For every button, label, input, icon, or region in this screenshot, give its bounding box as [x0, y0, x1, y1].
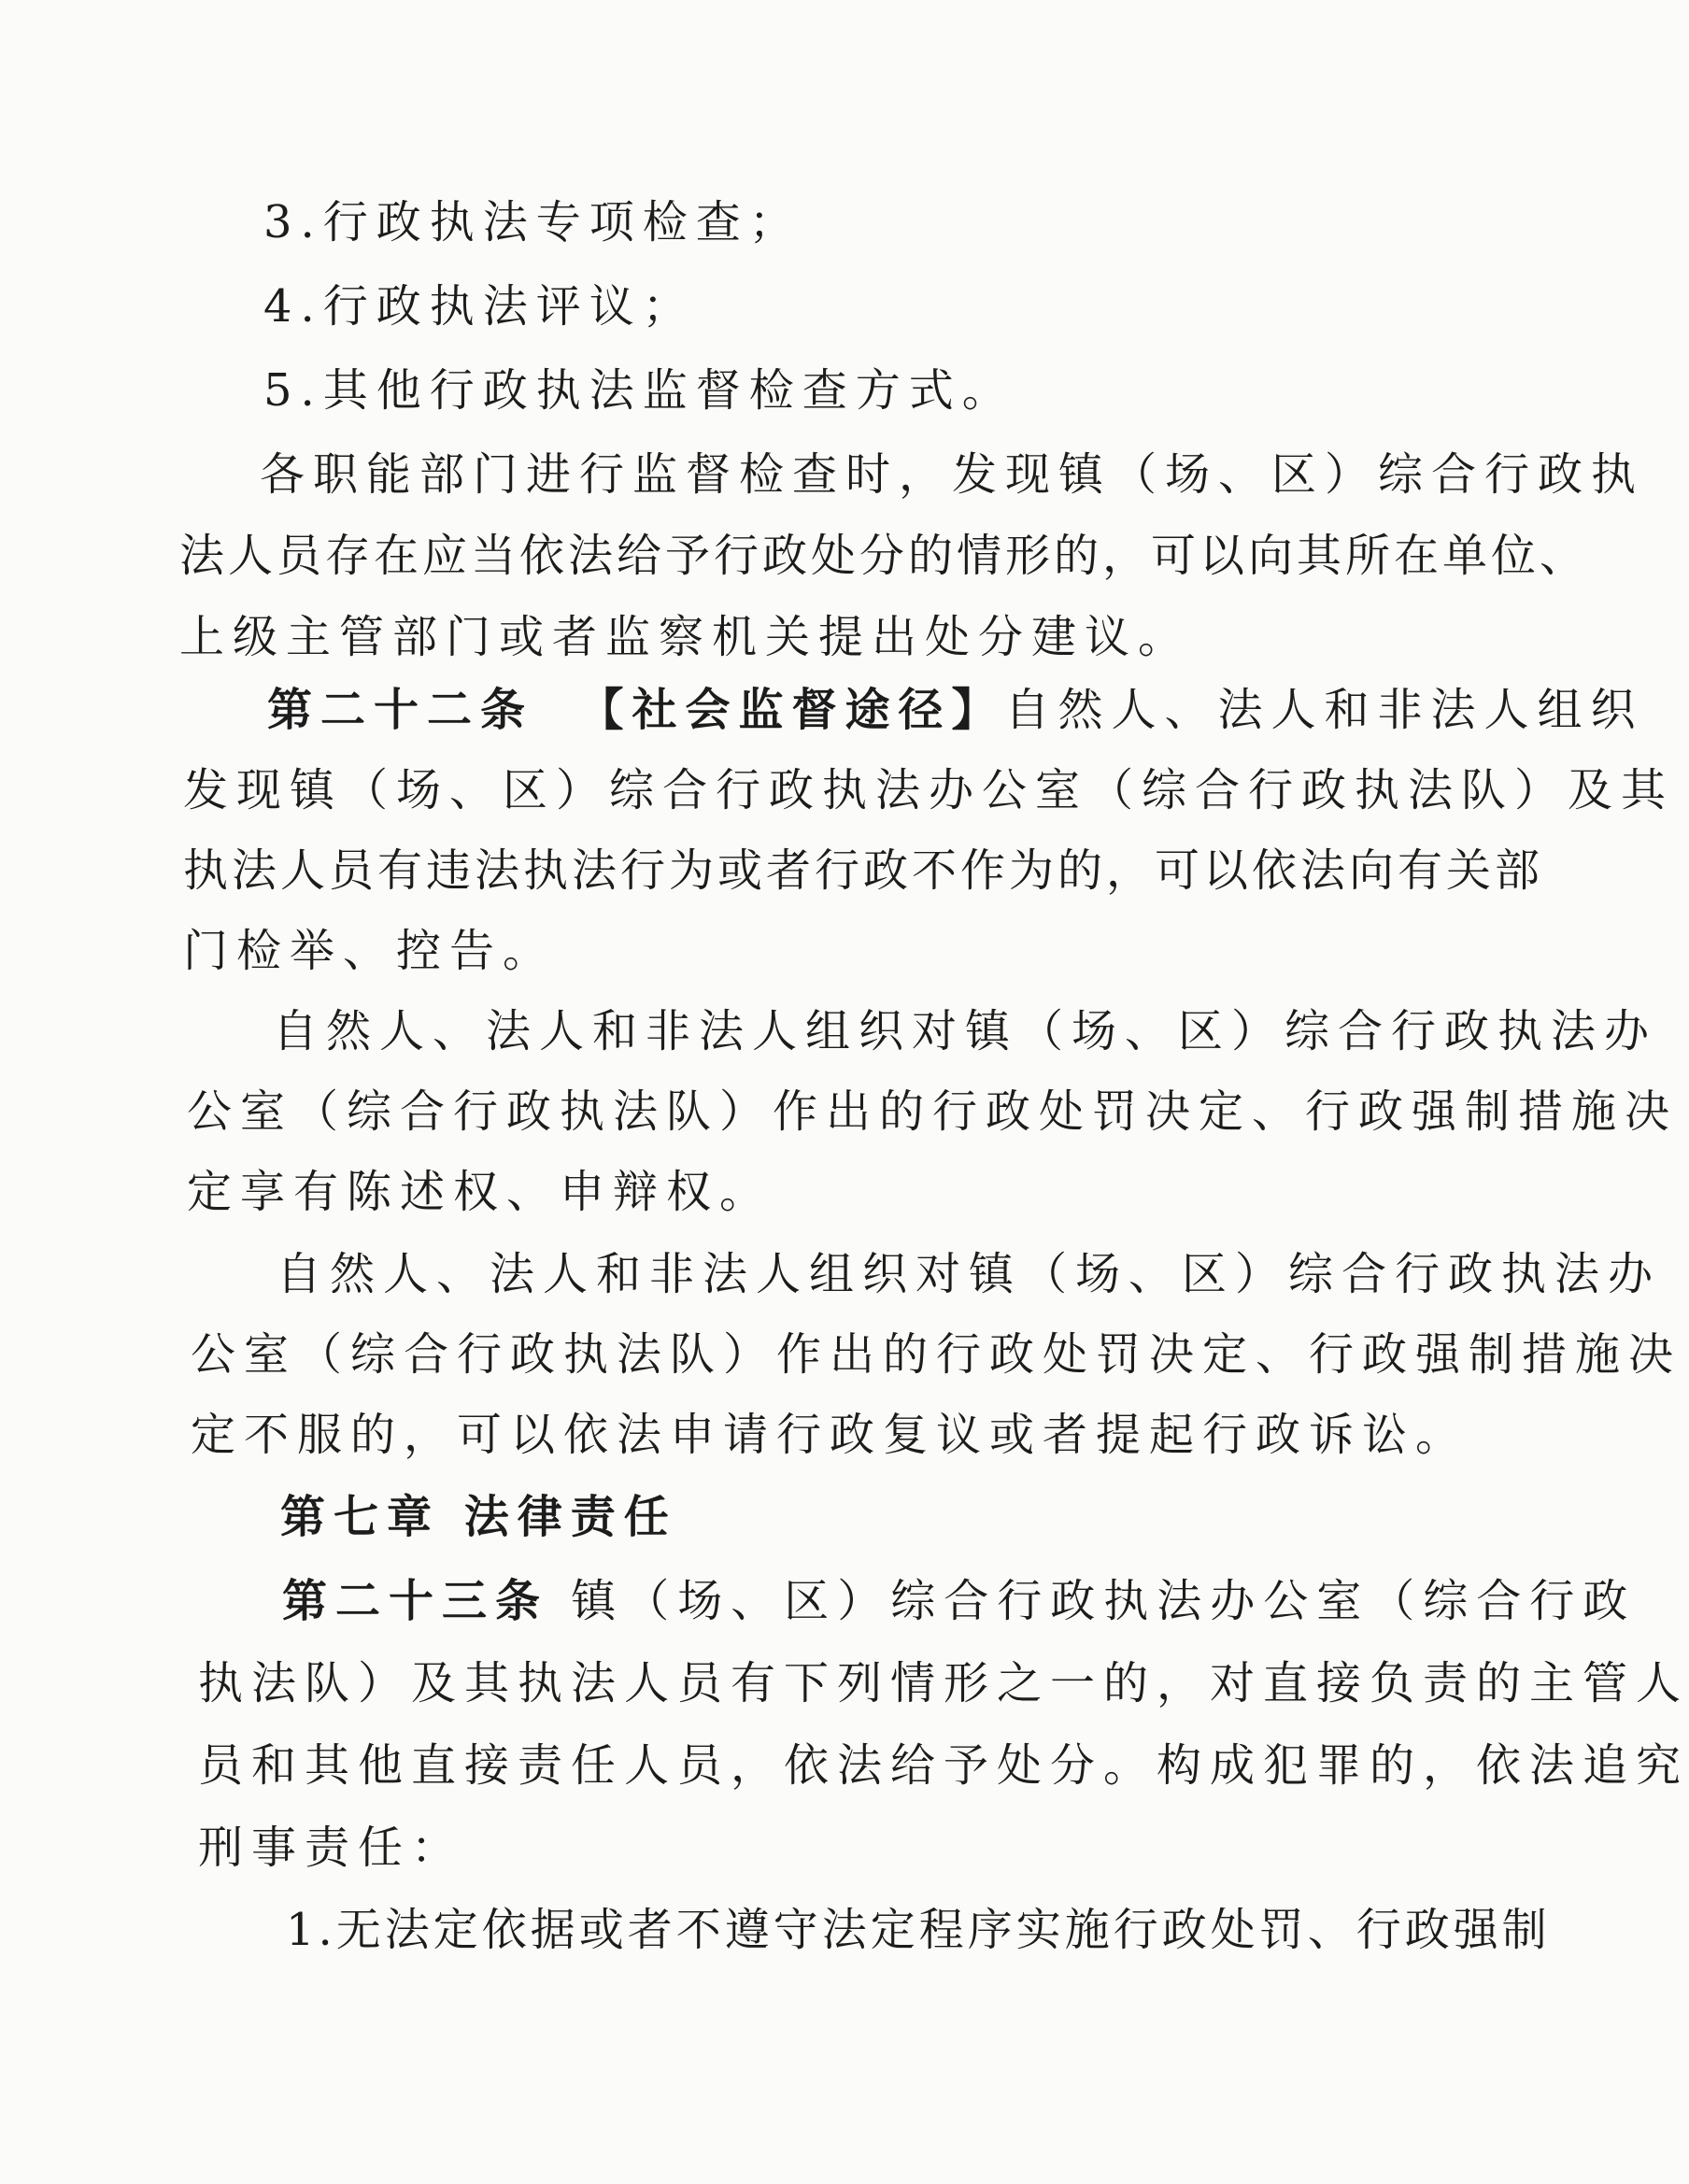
list-item-4: 4.行政执法评议；	[263, 280, 696, 333]
paragraph-line: 发现镇（场、区）综合行政执法办公室（综合行政执法队）及其	[183, 764, 1675, 816]
paragraph-line: 执法人员有违法执法行为或者行政不作为的，可以依法向有关部	[183, 844, 1544, 897]
paragraph-line: 各职能部门进行监督检查时，发现镇（场、区）综合行政执	[260, 448, 1645, 501]
paragraph-line: 自然人、法人和非法人组织对镇（场、区）综合行政执法办	[277, 1248, 1662, 1300]
article-subtitle: 【社会监督途径】	[578, 684, 1005, 736]
list-item-1: 1.无法定依据或者不遵守法定程序实施行政处罚、行政强制	[286, 1904, 1551, 1956]
chapter-number: 第七章	[280, 1491, 441, 1543]
paragraph-line: 执法队）及其执法人员有下列情形之一的，对直接负责的主管人	[198, 1657, 1689, 1709]
paragraph-line: 公室（综合行政执法队）作出的行政处罚决定、行政强制措施决	[191, 1328, 1682, 1381]
article-heading: 第二十三条	[282, 1575, 549, 1627]
paragraph-line: 定享有陈述权、申辩权。	[187, 1166, 774, 1218]
paragraph-line: 门检举、控告。	[183, 925, 557, 977]
paragraph-line: 刑事责任：	[198, 1822, 465, 1874]
paragraph-line: 员和其他直接责任人员，依法给予处分。构成犯罪的，依法追究	[198, 1739, 1689, 1792]
list-item-5: 5.其他行政执法监督检查方式。	[263, 364, 1015, 417]
paragraph-text: 镇（场、区）综合行政执法办公室（综合行政	[571, 1575, 1637, 1627]
article-22-first-line	[267, 682, 1644, 738]
article-heading: 第二十二条	[267, 684, 534, 736]
list-item-3: 3.行政执法专项检查；	[263, 196, 802, 248]
paragraph-line: 定不服的，可以依法申请行政复议或者提起行政诉讼。	[191, 1409, 1469, 1461]
paragraph-line: 上级主管部门或者监察机关提出处分建议。	[179, 611, 1192, 663]
paragraph-line: 法人员存在应当依法给予行政处分的情形的，可以向其所在单位、	[179, 530, 1589, 582]
article-23-first-line	[282, 1573, 1636, 1629]
paragraph-line: 自然人、法人和非法人组织对镇（场、区）综合行政执法办	[273, 1005, 1658, 1057]
chapter-heading	[280, 1489, 677, 1545]
paragraph-text: 自然人、法人和非法人组织	[1004, 684, 1644, 736]
paragraph-line: 公室（综合行政执法队）作出的行政处罚决定、行政强制措施决	[187, 1085, 1679, 1138]
chapter-title: 法律责任	[463, 1491, 677, 1543]
